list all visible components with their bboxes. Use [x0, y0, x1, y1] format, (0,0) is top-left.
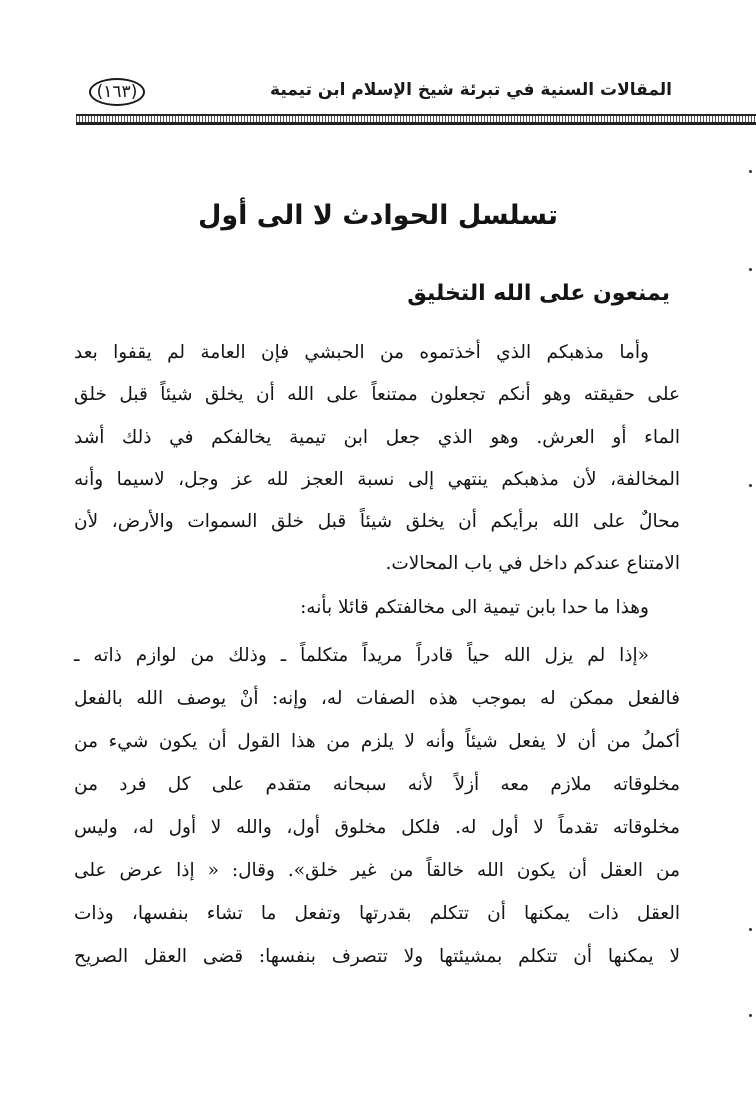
text-line: على حقيقته وهو أنكم تجعلون ممتنعاً على الله أن يخلق شيئاً قبل خلق: [74, 384, 680, 405]
text-line: من العقل أن يكون الله خالقاً من غير خلق». وقال: « إذا عرض على: [74, 860, 680, 881]
text-line: الماء أو العرش. وهو الذي جعل ابن تيمية يخالفكم في ذلك أشد: [74, 427, 680, 448]
scan-mark: [749, 928, 752, 931]
text-line: المخالفة، لأن مذهبكم ينتهي إلى نسبة العجز لله عز وجل، لاسيما وأنه: [74, 469, 680, 490]
text-line: مخلوقاته تقدماً لا أول له. فلكل مخلوق أول، والله لا أول له، وليس: [74, 817, 680, 838]
text-line: وأما مذهبكم الذي أخذتموه من الحبشي فإن العامة لم يقفوا بعد: [74, 342, 649, 363]
page-number-frame: [89, 78, 145, 106]
text-line: فالفعل ممكن له بموجب هذه الصفات له، وإنه: أنْ يوصف الله بالفعل: [74, 688, 680, 709]
scan-mark: [749, 170, 752, 173]
text-line: العقل ذات يمكنها أن تتكلم بقدرتها وتفعل ما تشاء بنفسها، وذات: [74, 903, 680, 924]
subheading: يمنعون على الله التخليق: [407, 281, 670, 306]
header-rule: [76, 114, 756, 125]
scan-mark: [749, 268, 752, 271]
page-number: (١٦٣): [96, 82, 138, 102]
text-line: مخلوقاته ملازم معه أزلاً لأنه سبحانه متقدم على كل فرد من: [74, 774, 680, 795]
running-title: المقالات السنية في تبرئة شيخ الإسلام ابن تيمية: [270, 80, 672, 100]
text-line: لا يمكنها أن تتكلم بمشيئتها ولا تتصرف بنفسها: قضى العقل الصريح: [74, 946, 680, 967]
text-line: أكملُ من أن لا يفعل شيئاً وأنه لا يلزم من هذا القول أن يكون شيء من: [74, 731, 680, 752]
text-line: وهذا ما حدا بابن تيمية الى مخالفتكم قائلا بأنه:: [300, 597, 649, 618]
scan-mark: [749, 1014, 752, 1017]
section-title: تسلسل الحوادث لا الى أول: [197, 200, 559, 231]
scan-mark: [749, 484, 752, 487]
text-line: محالٌ على الله برأيكم أن يخلق شيئاً قبل خلق السموات والأرض، لأن: [74, 511, 680, 532]
text-line: «إذا لم يزل الله حياً قادراً مريداً متكلماً ـ وذلك من لوازم ذاته ـ: [74, 645, 649, 666]
text-line: الامتناع عندكم داخل في باب المحالات.: [385, 553, 680, 574]
